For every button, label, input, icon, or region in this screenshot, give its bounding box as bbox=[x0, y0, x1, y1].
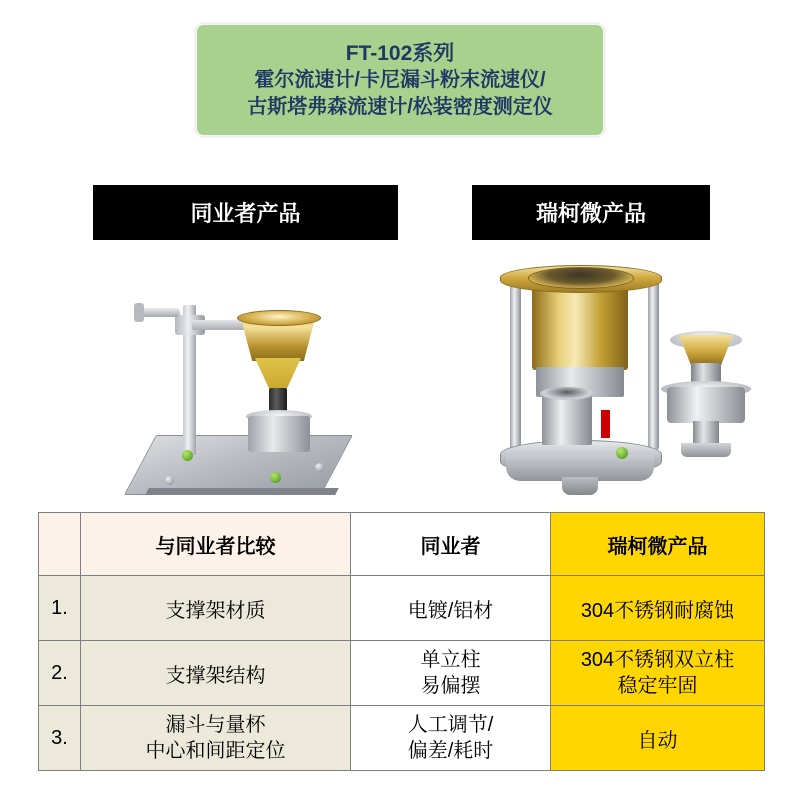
ours-secondary-body bbox=[667, 387, 745, 423]
table-row bbox=[39, 576, 765, 641]
ours-photo-label: 瑞柯微产品 bbox=[472, 185, 710, 240]
row3-item bbox=[81, 706, 351, 771]
competitor-apparatus-image bbox=[120, 260, 370, 510]
row3-competitor-line2: 偏差/耗时 bbox=[407, 740, 494, 762]
row3-competitor bbox=[351, 706, 551, 771]
ours-measuring-cup-top bbox=[540, 387, 594, 400]
header-ours: 瑞柯微产品 bbox=[551, 513, 765, 576]
competitor-funnel-body bbox=[255, 358, 301, 390]
ours-secondary-foot bbox=[681, 443, 731, 457]
competitor-measuring-cup bbox=[248, 416, 310, 452]
ours-level-bubble bbox=[616, 447, 628, 459]
competitor-level-bubble-2 bbox=[270, 472, 281, 483]
title-banner bbox=[194, 22, 606, 138]
row1-ours: 304不锈钢耐腐蚀 bbox=[551, 576, 765, 641]
row2-item: 支撑架结构 bbox=[81, 641, 351, 706]
table-row bbox=[39, 641, 765, 706]
competitor-funnel-rim bbox=[237, 310, 321, 326]
header-index bbox=[39, 513, 81, 576]
ours-base-foot bbox=[562, 477, 598, 495]
competitor-adjust-knob bbox=[140, 308, 180, 317]
table-header-row bbox=[39, 513, 765, 576]
ours-apparatus-image bbox=[470, 245, 760, 510]
competitor-level-bubble-1 bbox=[182, 450, 193, 461]
row2-ours-line1: 304不锈钢双立柱 bbox=[580, 649, 735, 671]
row1-competitor: 电镀/铝材 bbox=[351, 576, 551, 641]
title-line-2: 霍尔流速计/卡尼漏斗粉末流速仪/ bbox=[254, 68, 546, 91]
row2-ours-line2: 稳定牢固 bbox=[617, 675, 698, 697]
row3-index: 3. bbox=[39, 706, 81, 771]
row2-competitor-line1: 单立柱 bbox=[420, 649, 481, 671]
title-line-1: FT-102系列 bbox=[345, 41, 455, 65]
row1-item: 支撑架材质 bbox=[81, 576, 351, 641]
title-line-3: 古斯塔弗森流速计/松装密度测定仪 bbox=[247, 95, 553, 118]
row2-index: 2. bbox=[39, 641, 81, 706]
row3-item-line1: 漏斗与量杯 bbox=[165, 714, 266, 736]
table-row bbox=[39, 706, 765, 771]
ours-funnel-rim bbox=[528, 267, 634, 289]
row3-competitor-line1: 人工调节/ bbox=[407, 714, 494, 736]
row3-ours: 自动 bbox=[551, 706, 765, 771]
row3-item-line2: 中心和间距定位 bbox=[145, 740, 286, 762]
header-item: 与同业者比较 bbox=[81, 513, 351, 576]
comparison-table bbox=[38, 512, 765, 771]
competitor-knob-cap bbox=[134, 303, 144, 322]
competitor-foot-screw-1 bbox=[165, 476, 174, 485]
row2-competitor bbox=[351, 641, 551, 706]
ours-red-gap-marker bbox=[601, 410, 610, 438]
ours-support-rod-left bbox=[510, 275, 521, 450]
row2-ours bbox=[551, 641, 765, 706]
competitor-base-edge bbox=[145, 488, 339, 495]
ours-secondary-device-image bbox=[655, 325, 760, 475]
header-competitor: 同业者 bbox=[351, 513, 551, 576]
row2-competitor-line2: 易偏摆 bbox=[420, 675, 481, 697]
competitor-photo-label: 同业者产品 bbox=[93, 185, 398, 240]
ours-secondary-brass-funnel bbox=[679, 335, 733, 365]
competitor-foot-screw-2 bbox=[315, 463, 324, 472]
row1-index: 1. bbox=[39, 576, 81, 641]
ours-measuring-cup bbox=[542, 393, 592, 445]
